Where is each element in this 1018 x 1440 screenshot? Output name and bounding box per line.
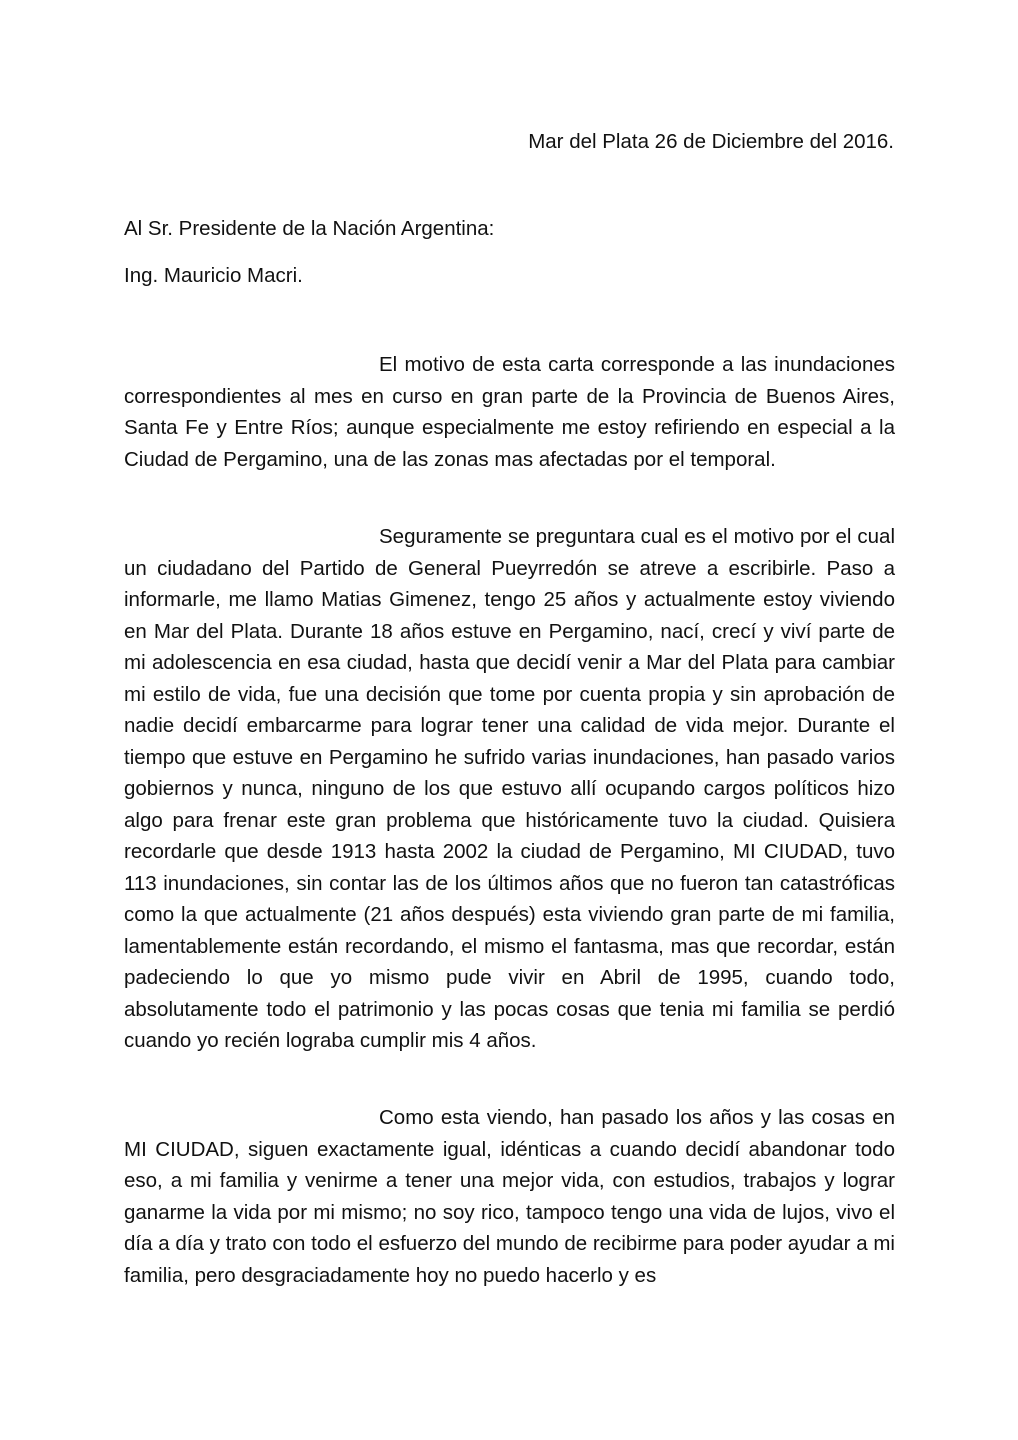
body-paragraph: El motivo de esta carta corresponde a las inundaciones correspondientes al mes en curso en gran parte de la Provincia de Buenos Aires, Santa Fe y Entre Ríos; aunque especialmente me estoy refiriendo en especial a la Ciudad de Pergamino, una de las zonas mas afectadas por el temporal. (124, 353, 895, 471)
addressee-line: Al Sr. Presidente de la Nación Argentina: (124, 217, 495, 240)
body-paragraph: Como esta viendo, han pasado los años y las cosas en MI CIUDAD, siguen exactamente igual, idénticas a cuando decidí abandonar todo eso, a mi familia y venirme a tener una mejor vida, con estudios, trabajos y lograr ganarme la vida por mi mismo; no soy rico, tampoco tengo una vida de lujos, vivo el día a día y trato con todo el esfuerzo del mundo de recibirme para poder ayudar a mi familia, pero desgraciadamente hoy no puedo hacerlo y es (124, 1106, 895, 1287)
addressee-name: Ing. Mauricio Macri. (124, 264, 303, 287)
date-line: Mar del Plata 26 de Diciembre del 2016. (528, 130, 894, 153)
body-paragraph: Seguramente se preguntara cual es el motivo por el cual un ciudadano del Partido de General Pueyrredón se atreve a escribirle. Paso a informarle, me llamo Matias Gimenez, tengo 25 años y actualmente estoy viviendo en Mar del Plata. Durante 18 años estuve en Pergamino, nací, crecí y viví parte de mi adolescencia en esa ciudad, hasta que decidí venir a Mar del Plata para cambiar mi estilo de vida, fue una decisión que tome por cuenta propia y sin aprobación de nadie decidí embarcarme para lograr tener una calidad de vida mejor. Durante el tiempo que estuve en Pergamino he sufrido varias inundaciones, han pasado varios gobiernos y nunca, ninguno de los que estuvo allí ocupando cargos políticos hizo algo para frenar este gran problema que históricamente tuvo la ciudad. Quisiera recordarle que desde 1913 hasta 2002 la ciudad de Pergamino, MI CIUDAD, tuvo 113 inundaciones, sin contar las de los últimos años que no fueron tan catastróficas como la que actualmente (21 años después) esta viviendo gran parte de mi familia, lamentablemente están recordando, el mismo el fantasma, mas que recordar, están padeciendo lo que yo mismo pude vivir en Abril de 1995, cuando todo, absolutamente todo el patrimonio y las pocas cosas que tenia mi familia se perdió cuando yo recién lograba cumplir mis 4 años. (124, 525, 895, 1052)
